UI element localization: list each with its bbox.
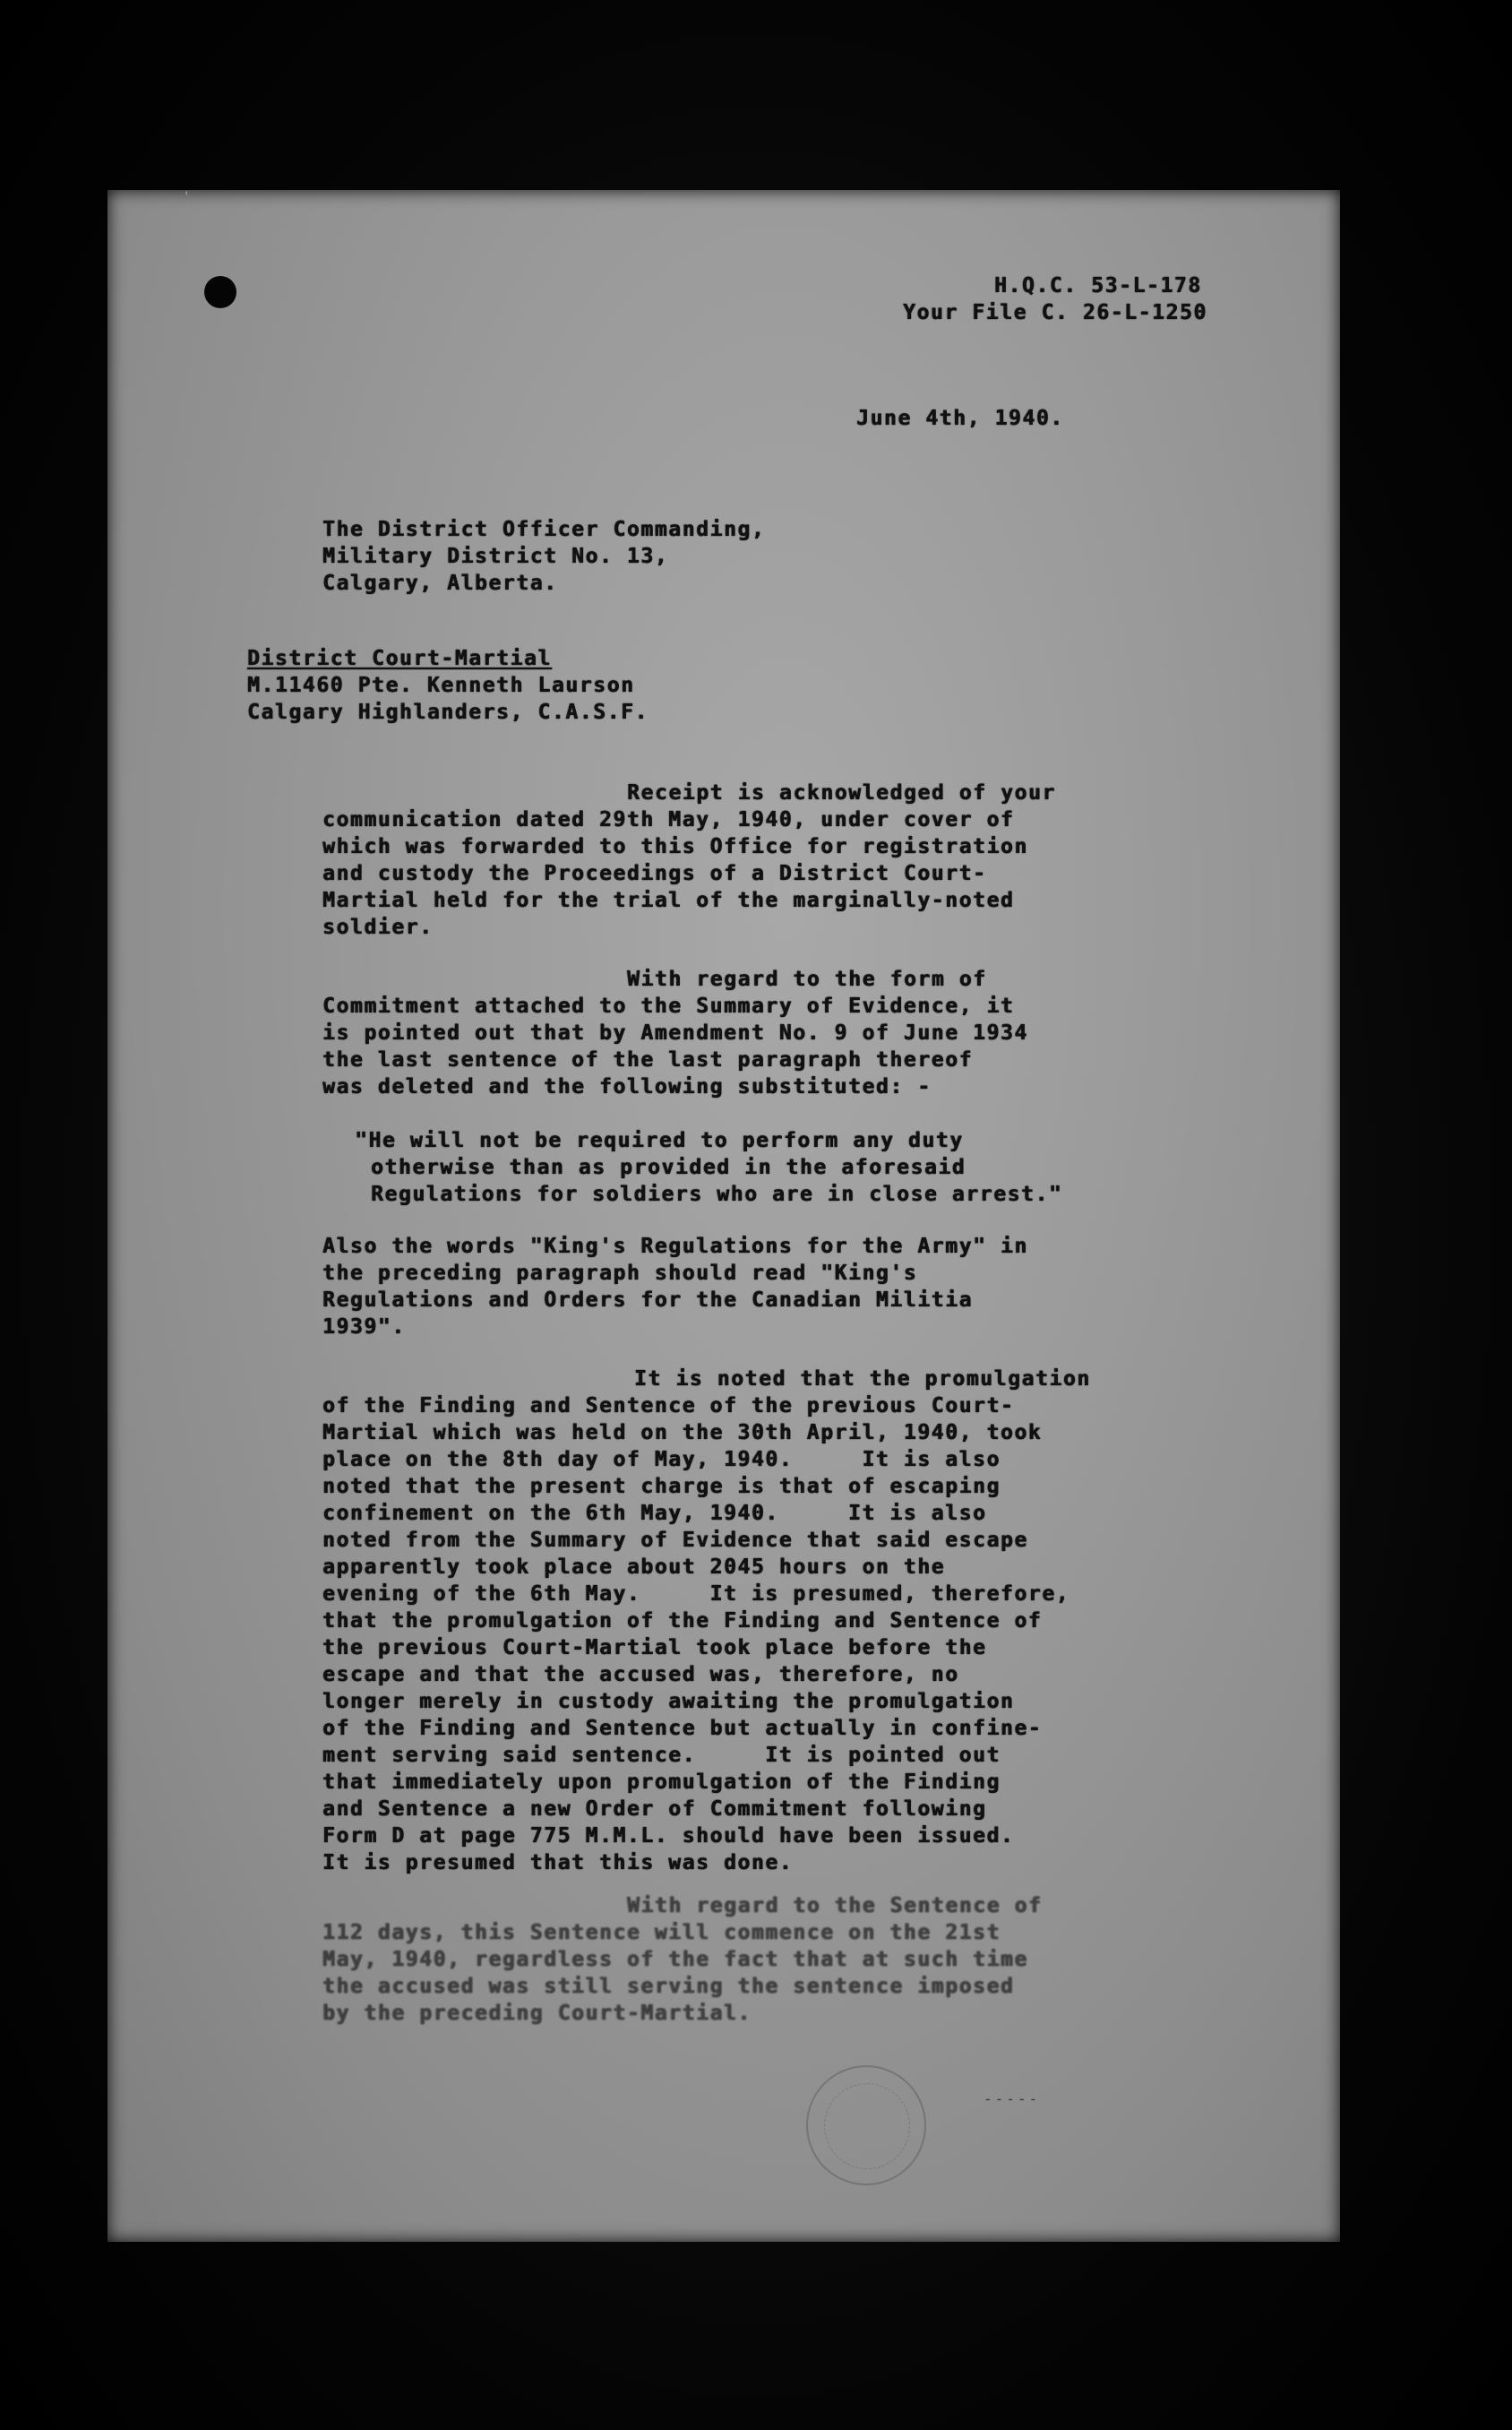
your-file-reference: Your File C. 26-L-1250 <box>903 301 1207 324</box>
p2-line: was deleted and the following substituted: - <box>322 1075 932 1099</box>
p4-line: that the promulgation of the Finding and Sentence of <box>322 1609 1043 1633</box>
subject-line-3: Calgary Highlanders, C.A.S.F. <box>247 701 649 724</box>
p5-line: the accused was still serving the sentence imposed <box>322 1975 1015 1998</box>
p4-line: It is presumed that this was done. <box>322 1851 794 1874</box>
p3-line: Regulations and Orders for the Canadian Militia <box>322 1288 974 1312</box>
subject-line-2: M.11460 Pte. Kenneth Laurson <box>247 674 635 697</box>
p1-line: and custody the Proceedings of a District Court- <box>322 862 987 885</box>
addressee-line-3: Calgary, Alberta. <box>322 572 558 595</box>
p1-line: which was forwarded to this Office for registration <box>322 835 1028 858</box>
p4-line: noted from the Summary of Evidence that said escape <box>322 1529 1028 1552</box>
p4-line: evening of the 6th May. It is presumed, therefore, <box>322 1582 1070 1606</box>
letter-date: June 4th, 1940. <box>856 407 1064 430</box>
p4-line: place on the 8th day of May, 1940. It is also <box>322 1448 1001 1471</box>
punch-hole <box>204 276 236 308</box>
p1-line: soldier. <box>322 916 434 939</box>
p4-line: of the Finding and Sentence but actually in confine- <box>322 1717 1043 1740</box>
p4-line: It is noted that the promulgation <box>634 1367 1091 1391</box>
p4-line: the previous Court-Martial took place before the <box>322 1636 987 1659</box>
p2-line: the last sentence of the last paragraph thereof <box>322 1048 974 1072</box>
p2-line: With regard to the form of <box>627 968 987 991</box>
p2-line: is pointed out that by Amendment No. 9 of June 1934 <box>322 1021 1028 1045</box>
p3-line: the preceding paragraph should read "King's <box>322 1262 918 1285</box>
addressee-line-1: The District Officer Commanding, <box>322 518 766 541</box>
p2-line: Commitment attached to the Summary of Evidence, it <box>322 995 1015 1018</box>
p3-line: Also the words "King's Regulations for the Army" in <box>322 1235 1028 1258</box>
p4-line: Form D at page 775 M.M.L. should have been issued. <box>322 1824 1015 1848</box>
p4-line: longer merely in custody awaiting the promulgation <box>322 1690 1015 1713</box>
p4-line: apparently took place about 2045 hours on the <box>322 1555 946 1579</box>
p4-line: noted that the present charge is that of escaping <box>322 1475 1001 1498</box>
scan-speck: ' <box>183 190 191 204</box>
p1-line: Martial held for the trial of the marginally-noted <box>322 889 1015 912</box>
quote-line: Regulations for soldiers who are in close arrest." <box>371 1183 1063 1206</box>
p4-line: and Sentence a new Order of Commitment following <box>322 1797 987 1821</box>
p4-line: confinement on the 6th May, 1940. It is also <box>322 1502 987 1525</box>
p4-line: that immediately upon promulgation of the Finding <box>322 1771 1001 1794</box>
p4-line: escape and that the accused was, therefore, no <box>322 1663 959 1686</box>
p4-line: of the Finding and Sentence of the previous Court- <box>322 1394 1015 1418</box>
p5-line: by the preceding Court-Martial. <box>322 2002 752 2025</box>
quote-line: "He will not be required to perform any duty <box>355 1129 964 1152</box>
file-reference: H.Q.C. 53-L-178 <box>994 274 1202 297</box>
embossed-seal <box>806 2065 926 2185</box>
p3-line: 1939". <box>322 1315 406 1339</box>
p1-line: communication dated 29th May, 1940, under cover of <box>322 808 1015 832</box>
addressee-line-2: Military District No. 13, <box>322 545 669 568</box>
subject-line-1: District Court-Martial <box>247 647 552 670</box>
p4-line: Martial which was held on the 30th April, 1940, took <box>322 1421 1043 1444</box>
p1-line: Receipt is acknowledged of your <box>627 781 1056 805</box>
p5-line: 112 days, this Sentence will commence on the 21st <box>322 1921 1001 1944</box>
quote-line: otherwise than as provided in the aforesaid <box>371 1156 966 1179</box>
p5-line: With regard to the Sentence of <box>627 1894 1043 1917</box>
p4-line: ment serving said sentence. It is pointed out <box>322 1744 1001 1767</box>
end-mark: ----- <box>984 2090 1041 2107</box>
p5-line: May, 1940, regardless of the fact that at such time <box>322 1948 1028 1971</box>
